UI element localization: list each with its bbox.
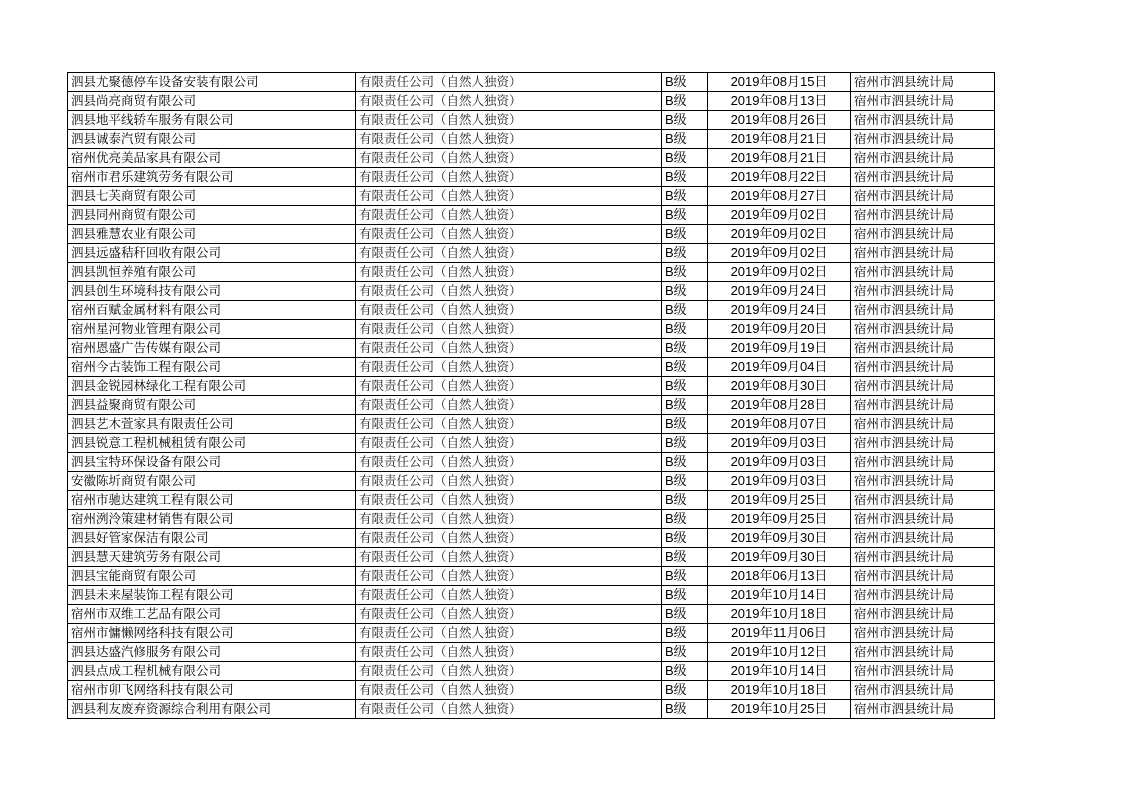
- credit-grade-cell: B级: [662, 358, 708, 377]
- table-row: [68, 73, 995, 92]
- credit-grade-cell: B级: [662, 434, 708, 453]
- company-name-cell: 宿州恩盛广告传媒有限公司: [68, 339, 356, 358]
- company-name-cell: 泗县远盛秸秆回收有限公司: [68, 244, 356, 263]
- company-name-cell: 泗县尚亮商贸有限公司: [68, 92, 356, 111]
- company-name-cell: 宿州市慵懒网络科技有限公司: [68, 624, 356, 643]
- company-type-cell: 有限责任公司（自然人独资）: [356, 244, 662, 263]
- credit-grade-cell: B级: [662, 187, 708, 206]
- authority-cell: 宿州市泗县统计局: [851, 358, 995, 377]
- company-name-cell: 安徽陈圻商贸有限公司: [68, 472, 356, 491]
- company-name-cell: 泗县诚泰汽贸有限公司: [68, 130, 356, 149]
- company-name-cell: 泗县利友废弃资源综合利用有限公司: [68, 700, 356, 719]
- authority-cell: 宿州市泗县统计局: [851, 605, 995, 624]
- company-type-cell: 有限责任公司（自然人独资）: [356, 301, 662, 320]
- rating-date-cell: 2019年09月19日: [708, 339, 851, 358]
- rating-date-cell: 2019年09月03日: [708, 453, 851, 472]
- authority-cell: 宿州市泗县统计局: [851, 624, 995, 643]
- table-row: [68, 377, 995, 396]
- table-row: [68, 700, 995, 719]
- company-type-cell: 有限责任公司（自然人独资）: [356, 415, 662, 434]
- company-name-cell: 宿州市驰达建筑工程有限公司: [68, 491, 356, 510]
- credit-grade-cell: B级: [662, 681, 708, 700]
- rating-date-cell: 2019年10月12日: [708, 643, 851, 662]
- company-name-cell: 宿州洌泠策建材销售有限公司: [68, 510, 356, 529]
- credit-grade-cell: B级: [662, 453, 708, 472]
- authority-cell: 宿州市泗县统计局: [851, 453, 995, 472]
- rating-date-cell: 2019年08月27日: [708, 187, 851, 206]
- credit-grade-cell: B级: [662, 301, 708, 320]
- rating-date-cell: 2019年11月06日: [708, 624, 851, 643]
- company-name-cell: 宿州市卯飞网络科技有限公司: [68, 681, 356, 700]
- company-name-cell: 泗县雅慧农业有限公司: [68, 225, 356, 244]
- company-type-cell: 有限责任公司（自然人独资）: [356, 491, 662, 510]
- table-row: [68, 168, 995, 187]
- rating-date-cell: 2019年09月30日: [708, 529, 851, 548]
- rating-date-cell: 2019年09月20日: [708, 320, 851, 339]
- company-type-cell: 有限责任公司（自然人独资）: [356, 111, 662, 130]
- credit-grade-cell: B级: [662, 339, 708, 358]
- company-type-cell: 有限责任公司（自然人独资）: [356, 73, 662, 92]
- company-type-cell: 有限责任公司（自然人独资）: [356, 225, 662, 244]
- authority-cell: 宿州市泗县统计局: [851, 700, 995, 719]
- company-name-cell: 泗县宝特环保设备有限公司: [68, 453, 356, 472]
- table-row: [68, 662, 995, 681]
- company-name-cell: 泗县宝能商贸有限公司: [68, 567, 356, 586]
- table-row: [68, 586, 995, 605]
- authority-cell: 宿州市泗县统计局: [851, 263, 995, 282]
- table-row: [68, 529, 995, 548]
- table-row: [68, 282, 995, 301]
- company-name-cell: 泗县同州商贸有限公司: [68, 206, 356, 225]
- company-type-cell: 有限责任公司（自然人独资）: [356, 662, 662, 681]
- rating-date-cell: 2019年09月02日: [708, 225, 851, 244]
- rating-date-cell: 2019年08月21日: [708, 149, 851, 168]
- company-type-cell: 有限责任公司（自然人独资）: [356, 586, 662, 605]
- table-body: [68, 73, 995, 719]
- company-type-cell: 有限责任公司（自然人独资）: [356, 643, 662, 662]
- company-type-cell: 有限责任公司（自然人独资）: [356, 168, 662, 187]
- authority-cell: 宿州市泗县统计局: [851, 244, 995, 263]
- company-name-cell: 泗县金锐园林绿化工程有限公司: [68, 377, 356, 396]
- table-row: [68, 130, 995, 149]
- table-row: [68, 301, 995, 320]
- credit-grade-cell: B级: [662, 605, 708, 624]
- company-type-cell: 有限责任公司（自然人独资）: [356, 358, 662, 377]
- table-row: [68, 605, 995, 624]
- credit-grade-cell: B级: [662, 92, 708, 111]
- rating-date-cell: 2019年10月18日: [708, 681, 851, 700]
- table-row: [68, 643, 995, 662]
- rating-date-cell: 2019年08月28日: [708, 396, 851, 415]
- company-type-cell: 有限责任公司（自然人独资）: [356, 510, 662, 529]
- company-name-cell: 宿州百赋金属材料有限公司: [68, 301, 356, 320]
- company-name-cell: 泗县艺木萱家具有限责任公司: [68, 415, 356, 434]
- authority-cell: 宿州市泗县统计局: [851, 510, 995, 529]
- company-name-cell: 泗县益聚商贸有限公司: [68, 396, 356, 415]
- table-row: [68, 111, 995, 130]
- credit-grade-cell: B级: [662, 111, 708, 130]
- rating-date-cell: 2019年09月25日: [708, 510, 851, 529]
- company-type-cell: 有限责任公司（自然人独资）: [356, 605, 662, 624]
- credit-grade-cell: B级: [662, 491, 708, 510]
- table-row: [68, 510, 995, 529]
- company-name-cell: 泗县七芙商贸有限公司: [68, 187, 356, 206]
- company-type-cell: 有限责任公司（自然人独资）: [356, 472, 662, 491]
- company-name-cell: 宿州优亮美品家具有限公司: [68, 149, 356, 168]
- credit-grade-cell: B级: [662, 225, 708, 244]
- authority-cell: 宿州市泗县统计局: [851, 567, 995, 586]
- credit-grade-cell: B级: [662, 662, 708, 681]
- credit-grade-cell: B级: [662, 510, 708, 529]
- rating-date-cell: 2019年09月03日: [708, 472, 851, 491]
- authority-cell: 宿州市泗县统计局: [851, 225, 995, 244]
- rating-date-cell: 2019年09月02日: [708, 206, 851, 225]
- table-row: [68, 548, 995, 567]
- company-name-cell: 泗县凯恒养殖有限公司: [68, 263, 356, 282]
- table-row: [68, 244, 995, 263]
- credit-grade-cell: B级: [662, 206, 708, 225]
- authority-cell: 宿州市泗县统计局: [851, 529, 995, 548]
- company-name-cell: 宿州市君乐建筑劳务有限公司: [68, 168, 356, 187]
- company-type-cell: 有限责任公司（自然人独资）: [356, 700, 662, 719]
- company-type-cell: 有限责任公司（自然人独资）: [356, 377, 662, 396]
- credit-grade-cell: B级: [662, 643, 708, 662]
- table-row: [68, 92, 995, 111]
- credit-grade-cell: B级: [662, 700, 708, 719]
- table-row: [68, 149, 995, 168]
- authority-cell: 宿州市泗县统计局: [851, 339, 995, 358]
- rating-date-cell: 2019年08月21日: [708, 130, 851, 149]
- company-credit-table: [67, 72, 995, 719]
- company-type-cell: 有限责任公司（自然人独资）: [356, 548, 662, 567]
- company-name-cell: 泗县锐意工程机械租赁有限公司: [68, 434, 356, 453]
- rating-date-cell: 2019年08月07日: [708, 415, 851, 434]
- rating-date-cell: 2019年10月14日: [708, 586, 851, 605]
- company-type-cell: 有限责任公司（自然人独资）: [356, 529, 662, 548]
- company-type-cell: 有限责任公司（自然人独资）: [356, 92, 662, 111]
- table-row: [68, 396, 995, 415]
- company-name-cell: 宿州今古装饰工程有限公司: [68, 358, 356, 377]
- rating-date-cell: 2019年10月25日: [708, 700, 851, 719]
- authority-cell: 宿州市泗县统计局: [851, 130, 995, 149]
- company-name-cell: 泗县尤聚德停车设备安装有限公司: [68, 73, 356, 92]
- authority-cell: 宿州市泗县统计局: [851, 548, 995, 567]
- company-name-cell: 宿州星河物业管理有限公司: [68, 320, 356, 339]
- authority-cell: 宿州市泗县统计局: [851, 377, 995, 396]
- table-row: [68, 415, 995, 434]
- rating-date-cell: 2019年10月18日: [708, 605, 851, 624]
- authority-cell: 宿州市泗县统计局: [851, 149, 995, 168]
- company-type-cell: 有限责任公司（自然人独资）: [356, 453, 662, 472]
- credit-grade-cell: B级: [662, 149, 708, 168]
- authority-cell: 宿州市泗县统计局: [851, 472, 995, 491]
- company-name-cell: 泗县未来屋装饰工程有限公司: [68, 586, 356, 605]
- table-row: [68, 225, 995, 244]
- company-type-cell: 有限责任公司（自然人独资）: [356, 339, 662, 358]
- authority-cell: 宿州市泗县统计局: [851, 187, 995, 206]
- authority-cell: 宿州市泗县统计局: [851, 396, 995, 415]
- credit-grade-cell: B级: [662, 73, 708, 92]
- company-type-cell: 有限责任公司（自然人独资）: [356, 206, 662, 225]
- authority-cell: 宿州市泗县统计局: [851, 586, 995, 605]
- table-row: [68, 206, 995, 225]
- company-name-cell: 泗县好管家保洁有限公司: [68, 529, 356, 548]
- company-name-cell: 泗县地平线轿车服务有限公司: [68, 111, 356, 130]
- credit-grade-cell: B级: [662, 130, 708, 149]
- rating-date-cell: 2019年10月14日: [708, 662, 851, 681]
- rating-date-cell: 2019年08月30日: [708, 377, 851, 396]
- credit-grade-cell: B级: [662, 472, 708, 491]
- table-row: [68, 624, 995, 643]
- authority-cell: 宿州市泗县统计局: [851, 282, 995, 301]
- company-name-cell: 泗县点成工程机械有限公司: [68, 662, 356, 681]
- credit-grade-cell: B级: [662, 244, 708, 263]
- authority-cell: 宿州市泗县统计局: [851, 434, 995, 453]
- credit-grade-cell: B级: [662, 377, 708, 396]
- rating-date-cell: 2019年08月22日: [708, 168, 851, 187]
- company-type-cell: 有限责任公司（自然人独资）: [356, 567, 662, 586]
- credit-grade-cell: B级: [662, 320, 708, 339]
- table-row: [68, 263, 995, 282]
- rating-date-cell: 2019年08月15日: [708, 73, 851, 92]
- company-type-cell: 有限责任公司（自然人独资）: [356, 681, 662, 700]
- company-name-cell: 泗县达盛汽修服务有限公司: [68, 643, 356, 662]
- company-type-cell: 有限责任公司（自然人独资）: [356, 434, 662, 453]
- table-row: [68, 453, 995, 472]
- company-type-cell: 有限责任公司（自然人独资）: [356, 396, 662, 415]
- credit-grade-cell: B级: [662, 567, 708, 586]
- authority-cell: 宿州市泗县统计局: [851, 643, 995, 662]
- authority-cell: 宿州市泗县统计局: [851, 662, 995, 681]
- authority-cell: 宿州市泗县统计局: [851, 92, 995, 111]
- rating-date-cell: 2019年09月30日: [708, 548, 851, 567]
- company-name-cell: 泗县慧天建筑劳务有限公司: [68, 548, 356, 567]
- authority-cell: 宿州市泗县统计局: [851, 206, 995, 225]
- credit-grade-cell: B级: [662, 529, 708, 548]
- authority-cell: 宿州市泗县统计局: [851, 111, 995, 130]
- company-name-cell: 宿州市双维工艺品有限公司: [68, 605, 356, 624]
- table-row: [68, 472, 995, 491]
- company-type-cell: 有限责任公司（自然人独资）: [356, 130, 662, 149]
- rating-date-cell: 2019年09月04日: [708, 358, 851, 377]
- authority-cell: 宿州市泗县统计局: [851, 415, 995, 434]
- credit-grade-cell: B级: [662, 548, 708, 567]
- rating-date-cell: 2019年09月24日: [708, 282, 851, 301]
- credit-grade-cell: B级: [662, 282, 708, 301]
- table-row: [68, 187, 995, 206]
- table-row: [68, 339, 995, 358]
- table-row: [68, 358, 995, 377]
- rating-date-cell: 2019年09月02日: [708, 244, 851, 263]
- table-row: [68, 320, 995, 339]
- authority-cell: 宿州市泗县统计局: [851, 681, 995, 700]
- authority-cell: 宿州市泗县统计局: [851, 73, 995, 92]
- table-row: [68, 434, 995, 453]
- credit-grade-cell: B级: [662, 415, 708, 434]
- rating-date-cell: 2019年08月13日: [708, 92, 851, 111]
- credit-grade-cell: B级: [662, 624, 708, 643]
- rating-date-cell: 2019年09月24日: [708, 301, 851, 320]
- company-type-cell: 有限责任公司（自然人独资）: [356, 149, 662, 168]
- company-type-cell: 有限责任公司（自然人独资）: [356, 624, 662, 643]
- credit-grade-cell: B级: [662, 396, 708, 415]
- authority-cell: 宿州市泗县统计局: [851, 320, 995, 339]
- credit-grade-cell: B级: [662, 586, 708, 605]
- rating-date-cell: 2019年08月26日: [708, 111, 851, 130]
- rating-date-cell: 2019年09月25日: [708, 491, 851, 510]
- rating-date-cell: 2018年06月13日: [708, 567, 851, 586]
- authority-cell: 宿州市泗县统计局: [851, 301, 995, 320]
- rating-date-cell: 2019年09月02日: [708, 263, 851, 282]
- credit-grade-cell: B级: [662, 263, 708, 282]
- rating-date-cell: 2019年09月03日: [708, 434, 851, 453]
- credit-grade-cell: B级: [662, 168, 708, 187]
- table-row: [68, 681, 995, 700]
- authority-cell: 宿州市泗县统计局: [851, 491, 995, 510]
- company-type-cell: 有限责任公司（自然人独资）: [356, 320, 662, 339]
- company-type-cell: 有限责任公司（自然人独资）: [356, 187, 662, 206]
- company-type-cell: 有限责任公司（自然人独资）: [356, 282, 662, 301]
- authority-cell: 宿州市泗县统计局: [851, 168, 995, 187]
- table-row: [68, 491, 995, 510]
- table-row: [68, 567, 995, 586]
- company-name-cell: 泗县创生环境科技有限公司: [68, 282, 356, 301]
- company-type-cell: 有限责任公司（自然人独资）: [356, 263, 662, 282]
